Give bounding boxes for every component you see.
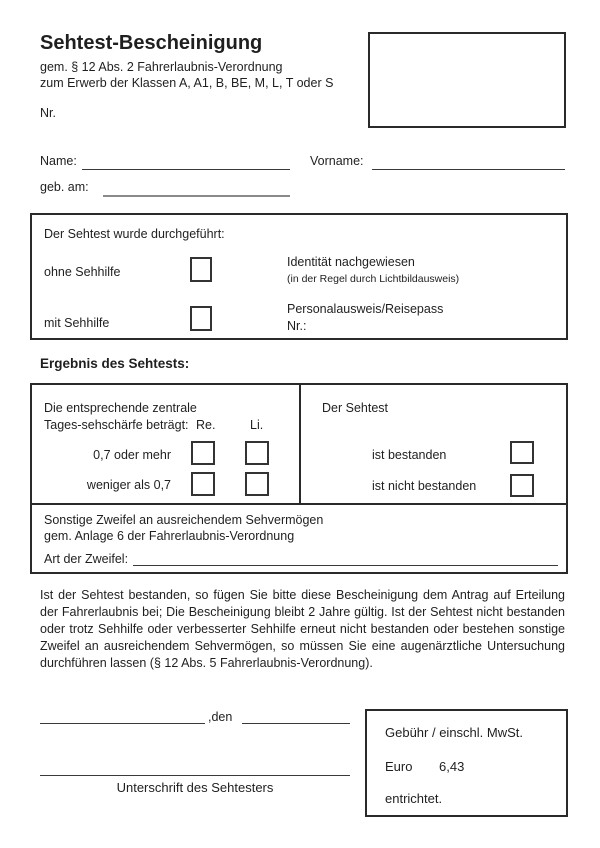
- fee-title: Gebühr / einschl. MwSt.: [385, 725, 523, 740]
- geb-am-label: geb. am:: [40, 180, 89, 194]
- results-vertical-divider: [299, 385, 301, 503]
- identity-title: Identität nachgewiesen: [287, 255, 415, 269]
- column-left-eye-label: Li.: [250, 418, 264, 432]
- vorname-field[interactable]: [372, 152, 565, 170]
- checkbox-07-or-more-right-eye[interactable]: [191, 441, 215, 465]
- failed-label: ist nicht bestanden: [372, 479, 477, 493]
- fee-box: [365, 709, 568, 817]
- results-horizontal-divider: [32, 503, 566, 505]
- identity-note: (in der Regel durch Lichtbildausweis): [287, 273, 460, 285]
- checkbox-failed[interactable]: [510, 474, 534, 497]
- certificate-number-box[interactable]: [368, 32, 566, 128]
- checkbox-passed[interactable]: [510, 441, 534, 464]
- checkbox-mit-sehhilfe[interactable]: [190, 306, 212, 331]
- signature-field[interactable]: [40, 758, 350, 776]
- column-right-eye-label: Re.: [196, 418, 216, 432]
- test-conducted-box: [30, 213, 568, 340]
- nr-label: Nr.: [40, 106, 56, 120]
- acuity-intro-line1: Die entsprechende zentrale: [44, 401, 197, 415]
- conducted-heading: Der Sehtest wurde durchgeführt:: [44, 227, 225, 241]
- doubts-line1: Sonstige Zweifel an ausreichendem Sehvermögen: [44, 513, 324, 527]
- passport-label: Personalausweis/Reisepass: [287, 302, 444, 316]
- notice-paragraph: Ist der Sehtest bestanden, so fügen Sie bitte diese Bescheinigung dem Antrag auf Erteilung der Fahrerlaubnis bei; Die Bescheinigung bleibt 2 Jahre gültig. Ist der Sehtest nicht bestanden oder trotz Sehhilfe oder verbesserter Sehhilfe erneut nicht bestanden oder bestehen sonstige Zweifel an ausreichendem Sehvermögen, so müssen Sie eine augenärztliche Untersuchung durchführen lassen (§ 12 Abs. 5 Fahrerlaubnis-Verordnung).: [40, 588, 565, 670]
- fee-paid-label: entrichtet.: [385, 791, 443, 806]
- fee-currency-label: Euro: [385, 759, 413, 774]
- passport-nr-label: Nr.:: [287, 319, 307, 333]
- den-label: ,den: [208, 710, 233, 724]
- subtitle-regulation: gem. § 12 Abs. 2 Fahrerlaubnis-Verordnung: [40, 60, 283, 74]
- results-heading: Ergebnis des Sehtests:: [40, 356, 190, 371]
- page-title: Sehtest-Bescheinigung: [40, 32, 263, 54]
- test-result-label: Der Sehtest: [322, 401, 389, 415]
- checkbox-less-07-right-eye[interactable]: [191, 472, 215, 496]
- checkbox-ohne-sehhilfe[interactable]: [190, 257, 212, 282]
- doubts-type-label: Art der Zweifel:: [44, 552, 129, 566]
- option-mit-sehhilfe-label: mit Sehhilfe: [44, 316, 110, 330]
- signature-caption: Unterschrift des Sehtesters: [116, 780, 274, 795]
- date-field[interactable]: [242, 706, 350, 724]
- subtitle-classes: zum Erwerb der Klassen A, A1, B, BE, M, L, T oder S: [40, 76, 334, 90]
- doubts-line2: gem. Anlage 6 der Fahrerlaubnis-Verordnung: [44, 529, 295, 543]
- name-field[interactable]: [82, 152, 290, 170]
- passed-label: ist bestanden: [372, 448, 447, 462]
- acuity-row-less-07-label: weniger als 0,7: [86, 478, 171, 492]
- name-label: Name:: [40, 154, 77, 168]
- checkbox-07-or-more-left-eye[interactable]: [245, 441, 269, 465]
- vorname-label: Vorname:: [310, 154, 364, 168]
- results-box: [30, 383, 568, 574]
- acuity-intro-line2: Tages-sehschärfe beträgt:: [44, 418, 189, 432]
- checkbox-less-07-left-eye[interactable]: [245, 472, 269, 496]
- place-field[interactable]: [40, 706, 205, 724]
- acuity-row-07-or-more-label: 0,7 oder mehr: [93, 448, 171, 462]
- option-ohne-sehhilfe-label: ohne Sehhilfe: [44, 265, 121, 279]
- doubts-type-field[interactable]: [133, 550, 558, 566]
- fee-amount: 6,43: [439, 759, 465, 774]
- geb-am-field[interactable]: [103, 178, 290, 197]
